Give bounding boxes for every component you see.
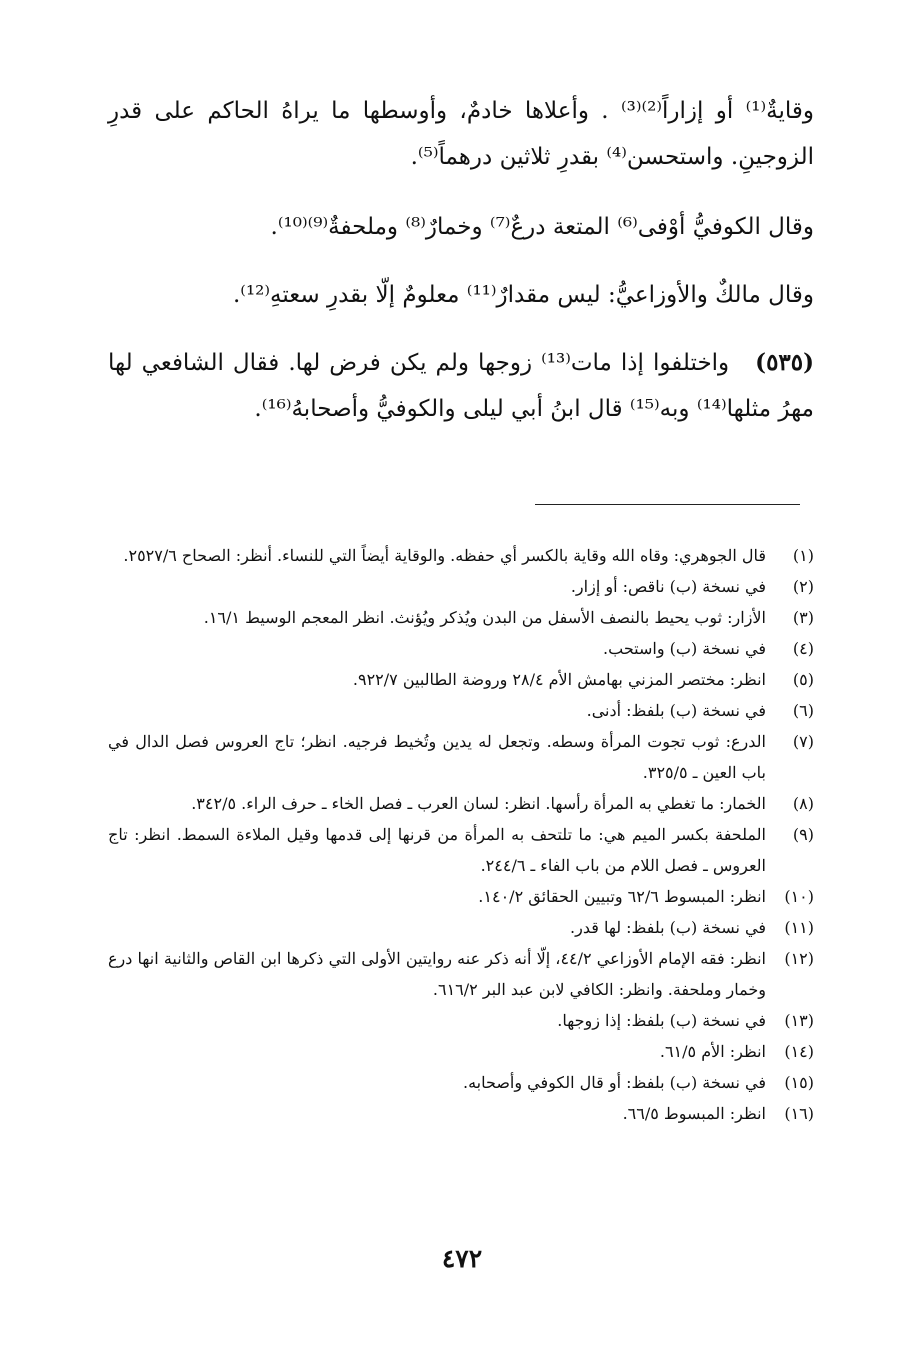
footnote-text: في نسخة (ب) بلفظ: لها قدر. xyxy=(570,918,766,937)
footnote-number: (٨) xyxy=(792,794,814,813)
footnote xyxy=(108,602,814,633)
footnote-number: (١٢) xyxy=(784,949,814,968)
footnote-text: في نسخة (ب) بلفظ: أو قال الكوفي وأصحابه. xyxy=(463,1073,766,1092)
footnote xyxy=(108,943,814,1005)
footnote-text: في نسخة (ب) واستحب. xyxy=(603,639,766,658)
footnote-number: (٦) xyxy=(792,701,814,720)
footnote-number: (١٣) xyxy=(784,1011,814,1030)
footnote-text: انظر: مختصر المزني بهامش الأم ٢٨/٤ وروضة الطالبين ٩٢٢/٧. xyxy=(352,670,766,689)
footnote xyxy=(108,1098,814,1129)
footnote-text: الدرع: ثوب تجوت المرأة وسطه. وتجعل له يدين وتُخيط فرجيه. انظر؛ تاج العروس فصل الدال في باب العين ـ ٣٢٥/٥. xyxy=(108,732,766,782)
footnote-text: في نسخة (ب) ناقص: أو إزار. xyxy=(570,577,766,596)
footnote-text: في نسخة (ب) بلفظ: أدنى. xyxy=(586,701,766,720)
footnote xyxy=(108,1005,814,1036)
footnote-text: انظر: الأم ٦١/٥. xyxy=(659,1042,766,1061)
footnote-number: (١١) xyxy=(784,918,814,937)
footnote-number: (٩) xyxy=(792,825,814,844)
footnote-text: انظر: المبسوط ٦٢/٦ وتبيين الحقائق ١٤٠/٢. xyxy=(478,887,766,906)
issue-number: (٥٣٥) xyxy=(755,349,815,376)
footnote xyxy=(108,881,814,912)
footnote-number: (١٤) xyxy=(784,1042,814,1061)
footnote-number: (١٠) xyxy=(784,887,814,906)
footnote-number: (٤) xyxy=(792,639,814,658)
footnote-text: انظر: فقه الإمام الأوزاعي ٤٤/٢، إلّا أنه ذكر عنه روايتين الأولى التي ذكرها ابن القاص والثانية انها درع وخمار وملحفة. وانظر: الكافي لابن عبد البر ٦١٦/٢. xyxy=(108,949,767,999)
footnote xyxy=(108,819,814,881)
footnote-number: (٧) xyxy=(792,732,814,751)
footnote-text: الأزار: ثوب يحيط بالنصف الأسفل من البدن ويُذكر ويُؤنث. انظر المعجم الوسيط ١٦/١. xyxy=(203,608,766,627)
footnote xyxy=(108,664,814,695)
footnote-number: (١٥) xyxy=(784,1073,814,1092)
footnote-separator xyxy=(535,504,800,505)
footnote xyxy=(108,1067,814,1098)
footnote xyxy=(108,788,814,819)
footnote-text: قال الجوهري: وقاه الله وقاية بالكسر أي حفظه. والوقاية أيضاً التي للنساء. أنظر: الصحاح ٢٥٢٧/٦. xyxy=(123,546,766,565)
footnote-text: الخمار: ما تغطي به المرأة رأسها. انظر: لسان العرب ـ فصل الخاء ـ حرف الراء. ٣٤٢/٥. xyxy=(191,794,766,813)
paragraph-4 xyxy=(108,340,814,432)
footnote xyxy=(108,726,814,788)
footnote xyxy=(108,540,814,571)
page-number: ٤٧٢ xyxy=(441,1244,483,1273)
footnote-number: (٣) xyxy=(792,608,814,627)
footnote-number: (١٦) xyxy=(784,1104,814,1123)
footnote-text: في نسخة (ب) بلفظ: إذا زوجها. xyxy=(557,1011,766,1030)
footnote-number: (١) xyxy=(792,546,814,565)
footnote-text: انظر: المبسوط ٦٦/٥. xyxy=(622,1104,766,1123)
paragraph-2: وقال الكوفيُّ أوْفى⁽⁶⁾ المتعة درعٌ⁽⁷⁾ وخمارٌ⁽⁸⁾ وملحفةٌ⁽⁹⁾⁽¹⁰⁾. xyxy=(270,214,814,240)
main-text xyxy=(108,88,814,432)
footnote-text: الملحفة بكسر الميم هي: ما تلتحف به المرأة من قرنها إلى قدمها وقيل الملاءة السمط. انظر: تاج العروس ـ فصل اللام من باب الفاء ـ ٢٤٤/٦. xyxy=(108,825,766,875)
footnote xyxy=(108,1036,814,1067)
paragraph-3: وقال مالكٌ والأوزاعيُّ: ليس مقدارٌ⁽¹¹⁾ معلومٌ إلّا بقدرِ سعتهِ⁽¹²⁾. xyxy=(232,282,814,308)
footnotes xyxy=(108,540,814,1129)
paragraph-1: وقايةٌ⁽¹⁾ أو إزاراً⁽²⁾⁽³⁾ . وأعلاها خادمٌ، وأوسطها ما يراهُ الحاكم على قدرِ الزوجينِ. واستحسن⁽⁴⁾ بقدرِ ثلاثين درهماً⁽⁵⁾. xyxy=(108,98,814,170)
footnote xyxy=(108,695,814,726)
footnote xyxy=(108,571,814,602)
footnote-number: (٢) xyxy=(792,577,814,596)
footnote xyxy=(108,912,814,943)
footnote-number: (٥) xyxy=(792,670,814,689)
footnote xyxy=(108,633,814,664)
paragraph-4-text: واختلفوا إذا مات⁽¹³⁾ زوجها ولم يكن فرض لها. فقال الشافعي لها مهرُ مثلها⁽¹⁴⁾ وبه⁽¹⁵⁾ قال ابنُ أبي ليلى والكوفيُّ وأصحابهُ⁽¹⁶⁾. xyxy=(108,350,814,422)
